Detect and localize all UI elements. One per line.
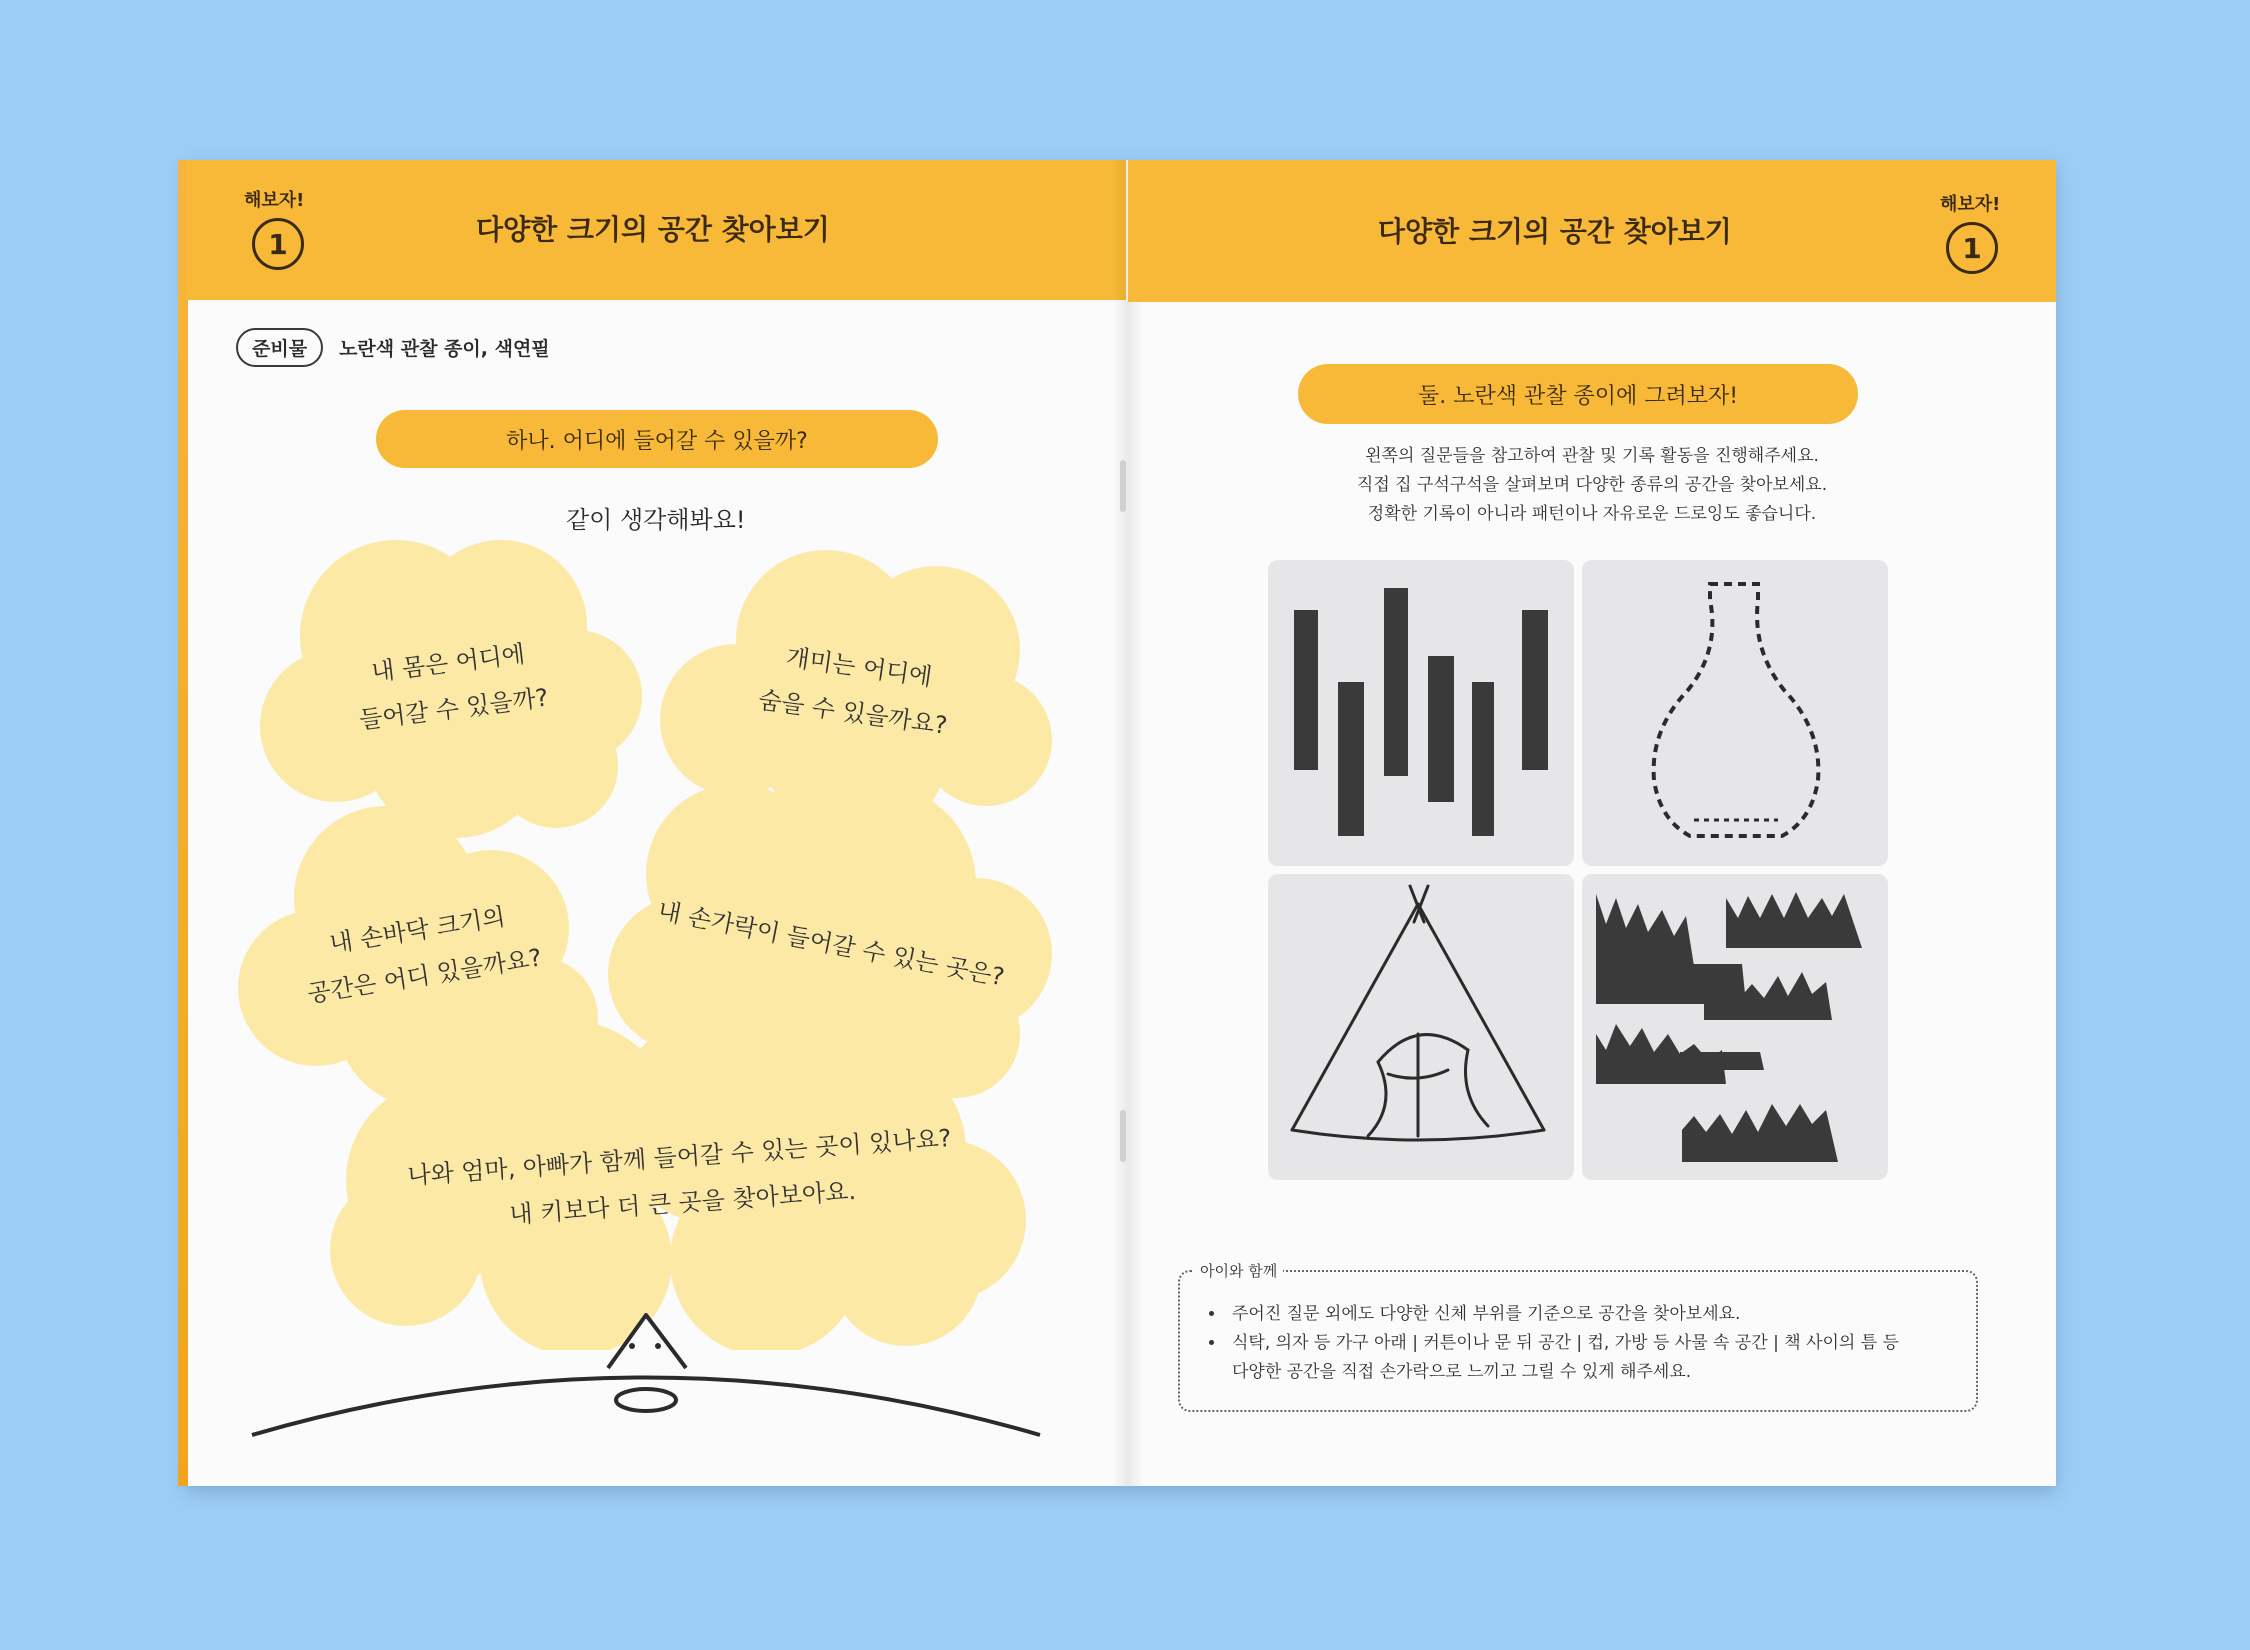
left-page-title: 다양한 크기의 공간 찾아보기 <box>476 213 830 246</box>
tile-grass <box>1582 874 1888 1180</box>
left-page <box>186 160 1126 1486</box>
parent-note-list <box>1196 1300 1996 1387</box>
tile-bars <box>1268 560 1574 866</box>
teepee-drawing-icon <box>1268 874 1574 1180</box>
materials-label: 준비물 <box>236 328 323 367</box>
tile-vase <box>1582 560 1888 866</box>
peeking-face-drawing-icon <box>246 1310 1046 1450</box>
note-item-1: • 주어진 질문 외에도 다양한 신체 부위를 기준으로 공간을 찾아보세요. <box>1226 1300 1996 1329</box>
open-booklet <box>186 160 2056 1486</box>
staple-top <box>1120 460 1126 512</box>
left-badge-number: 1 <box>252 218 304 270</box>
instructions-block <box>1128 442 2056 529</box>
section-one-pill: 하나. 어디에 들어갈 수 있을까? <box>376 410 938 468</box>
left-header-band <box>186 160 1126 300</box>
think-together-text: 같이 생각해봐요! <box>566 506 746 534</box>
cloud-4-line1: 내 손가락이 들어갈 수 있는 곳은? <box>655 896 1007 992</box>
grass-drawing-icon <box>1582 874 1888 1180</box>
note-item-2-line1: 식탁, 의자 등 가구 아래 | 커튼이나 문 뒤 공간 | 컵, 가방 등 사물 속 공간 | 책 사이의 틈 등 <box>1232 1333 1899 1353</box>
materials-row <box>236 328 550 367</box>
right-page <box>1128 160 2056 1486</box>
example-drawings-grid <box>1268 560 1888 1180</box>
cloud-3-line2: 공간은 어디 있을까요? <box>305 943 544 1009</box>
cloud-5-line1: 나와 엄마, 아빠가 함께 들어갈 수 있는 곳이 있나요? <box>406 1124 953 1191</box>
instruction-line-1: 왼쪽의 질문들을 참고하여 관찰 및 기록 활동을 진행해주세요. <box>1365 446 1819 466</box>
cloud-2-line1: 개미는 어디에 <box>784 643 934 692</box>
right-page-title: 다양한 크기의 공간 찾아보기 <box>1378 215 1732 248</box>
cloud-1-line2: 들어갈 수 있을까? <box>357 683 550 735</box>
right-header-band <box>1128 160 2056 302</box>
cloud-1-line1: 내 몸은 어디에 <box>369 639 527 687</box>
cloud-3-line1: 내 손바닥 크기의 <box>327 902 508 958</box>
cloud-family-question <box>326 1010 1036 1350</box>
right-badge-label: 해보자! <box>1940 194 2001 215</box>
instruction-line-2: 직접 집 구석구석을 살펴보며 다양한 종류의 공간을 찾아보세요. <box>1356 475 1828 495</box>
tile-teepee <box>1268 874 1574 1180</box>
left-badge-label: 해보자! <box>244 190 305 211</box>
parent-note-title: 아이와 함께 <box>1194 1260 1283 1281</box>
cloud-2-line2: 숨을 수 있을까요? <box>756 685 949 740</box>
staple-bottom <box>1120 1110 1126 1162</box>
right-badge-number: 1 <box>1946 222 1998 274</box>
note-item-2-line2: 다양한 공간을 직접 손가락으로 느끼고 그릴 수 있게 해주세요. <box>1232 1362 1692 1382</box>
bars-drawing-icon <box>1268 560 1574 866</box>
instruction-line-3: 정확한 기록이 아니라 패턴이나 자유로운 드로잉도 좋습니다. <box>1367 504 1817 524</box>
cloud-5-line2: 내 키보다 더 큰 곳을 찾아보아요. <box>508 1176 857 1230</box>
vase-drawing-icon <box>1582 560 1888 866</box>
note-item-2 <box>1226 1329 1996 1387</box>
materials-text: 노란색 관찰 종이, 색연필 <box>339 338 550 360</box>
section-two-pill: 둘. 노란색 관찰 종이에 그려보자! <box>1298 364 1858 424</box>
